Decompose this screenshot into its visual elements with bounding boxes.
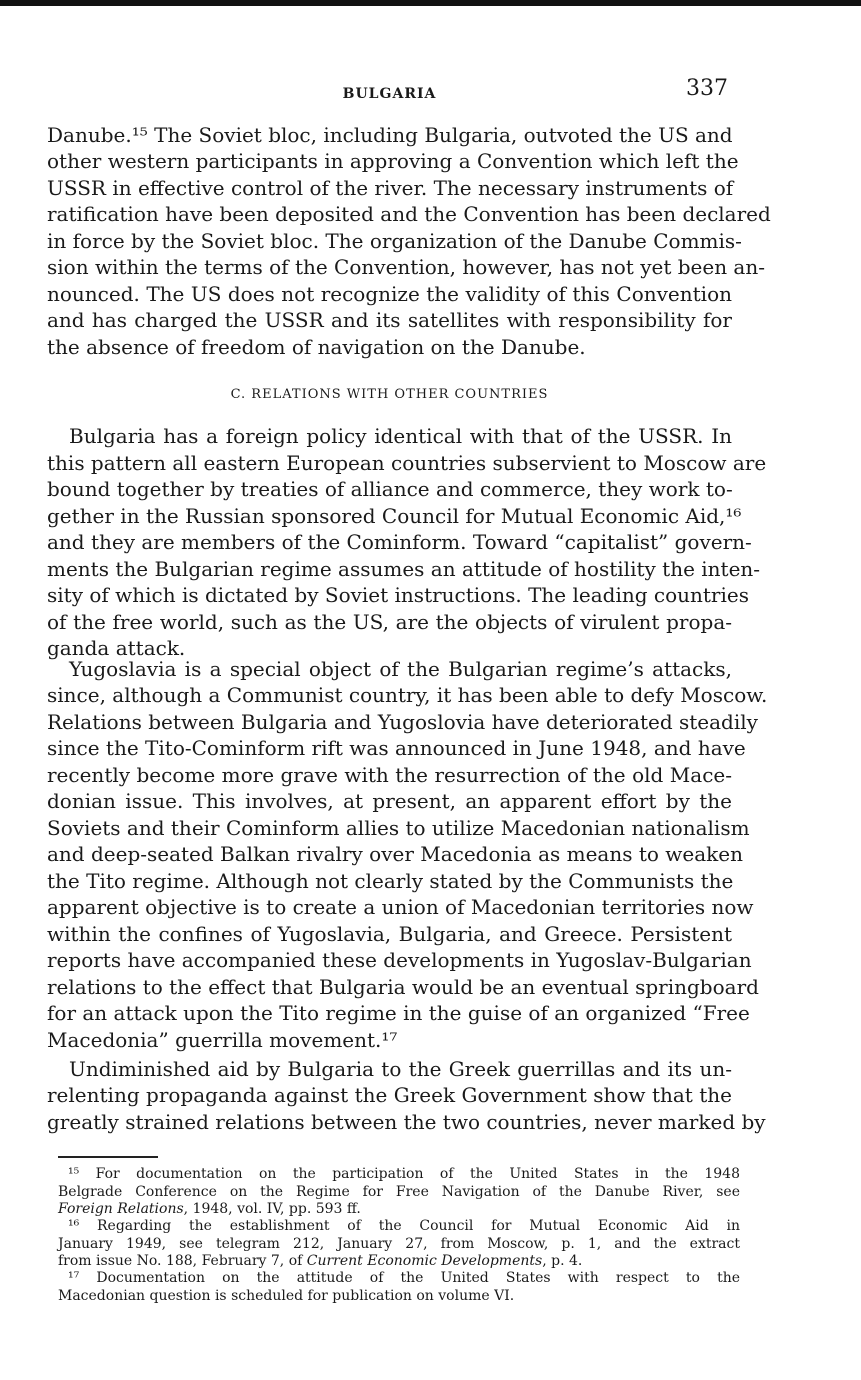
- text-line: Soviets and their Cominform allies to utilize Macedonian nationalism: [47, 816, 750, 840]
- text-line: for an attack upon the Tito regime in the guise of an organized “Free: [47, 1001, 750, 1025]
- text-line: and deep-seated Balkan rivalry over Macedonia as means to weaken: [47, 842, 744, 866]
- text-line: and they are members of the Cominform. Toward “capitalist” govern-: [47, 530, 752, 554]
- text-line: Danube.¹⁵ The Soviet bloc, including Bulgaria, outvoted the US and: [47, 123, 733, 147]
- text-line: Macedonia” guerrilla movement.¹⁷: [47, 1028, 398, 1052]
- footnote-separator: [58, 1156, 158, 1158]
- running-title: BULGARIA: [342, 86, 437, 102]
- page-top-border: [0, 0, 861, 6]
- text-line: USSR in effective control of the river. The necessary instruments of: [47, 176, 734, 200]
- text-line: other western participants in approving a Convention which left the: [47, 149, 739, 173]
- text-line: Bulgaria has a foreign policy identical with that of the USSR. In: [69, 424, 732, 448]
- footnote-line: January 1949, see telegram 212, January 27, from Moscow, p. 1, and the extract: [58, 1236, 740, 1252]
- text-line: since, although a Communist country, it has been able to defy Moscow.: [47, 683, 768, 707]
- text-line: ganda attack.: [47, 636, 186, 660]
- footnote-line: ¹⁶ Regarding the establishment of the Council for Mutual Economic Aid in: [68, 1218, 740, 1234]
- text-line: and has charged the USSR and its satellites with responsibility for: [47, 308, 732, 332]
- footnote-line: ¹⁵ For documentation on the participation of the United States in the 1948: [68, 1166, 740, 1182]
- footnote-citation-end: , p. 4.: [542, 1253, 583, 1269]
- footnote-line: ¹⁷ Documentation on the attitude of the United States with respect to the: [68, 1270, 740, 1286]
- text-line: Relations between Bulgaria and Yugoslovia have deteriorated steadily: [47, 710, 758, 734]
- text-line: relations to the effect that Bulgaria would be an eventual springboard: [47, 975, 759, 999]
- text-line: since the Tito-Cominform rift was announced in June 1948, and have: [47, 736, 746, 760]
- footnote-citation-title: Current Economic Developments: [306, 1253, 543, 1269]
- text-line: apparent objective is to create a union of Macedonian territories now: [47, 895, 754, 919]
- section-heading: C. RELATIONS WITH OTHER COUNTRIES: [230, 387, 549, 402]
- footnote-line: Belgrade Conference on the Regime for Free Navigation of the Danube River, see: [58, 1184, 740, 1200]
- page-number: 337: [686, 76, 728, 101]
- text-line: relenting propaganda against the Greek Government show that the: [47, 1083, 732, 1107]
- text-line: the Tito regime. Although not clearly stated by the Communists the: [47, 869, 734, 893]
- text-line: ments the Bulgarian regime assumes an attitude of hostility the inten-: [47, 557, 761, 581]
- text-line: recently become more grave with the resurrection of the old Mace-: [47, 763, 732, 787]
- text-line: Undiminished aid by Bulgaria to the Greek guerrillas and its un-: [69, 1057, 732, 1081]
- text-line: Yugoslavia is a special object of the Bulgarian regime’s attacks,: [69, 657, 732, 681]
- text-line: greatly strained relations between the two countries, never marked by: [47, 1110, 766, 1134]
- text-line: this pattern all eastern European countries subservient to Moscow are: [47, 451, 767, 475]
- text-line: sion within the terms of the Convention, however, has not yet been an-: [47, 255, 765, 279]
- footnote-citation-rest: , 1948, vol. IV, pp. 593 ff.: [183, 1201, 361, 1217]
- text-line: reports have accompanied these developments in Yugoslav-Bulgarian: [47, 948, 752, 972]
- text-line: nounced. The US does not recognize the validity of this Convention: [47, 282, 732, 306]
- text-line: of the free world, such as the US, are the objects of virulent propa-: [47, 610, 732, 634]
- text-line: the absence of freedom of navigation on the Danube.: [47, 335, 586, 359]
- text-line: bound together by treaties of alliance and commerce, they work to-: [47, 477, 733, 501]
- footnote-citation-start: from issue No. 188, February 7, of: [58, 1253, 307, 1269]
- text-line: ratification have been deposited and the Convention has been declared: [47, 202, 771, 226]
- footnote-line: [58, 1253, 740, 1270]
- text-line: in force by the Soviet bloc. The organization of the Danube Commis-: [47, 229, 742, 253]
- text-line: within the confines of Yugoslavia, Bulgaria, and Greece. Persistent: [47, 922, 732, 946]
- text-line: donian issue. This involves, at present, an apparent effort by the: [47, 789, 732, 813]
- text-line: gether in the Russian sponsored Council for Mutual Economic Aid,¹⁶: [47, 504, 742, 528]
- footnote-line: [58, 1201, 740, 1218]
- text-line: sity of which is dictated by Soviet instructions. The leading countries: [47, 583, 749, 607]
- footnote-line: Macedonian question is scheduled for publication on volume VI.: [58, 1288, 515, 1304]
- footnote-citation-title: Foreign Relations: [58, 1201, 184, 1217]
- running-header: [47, 76, 732, 110]
